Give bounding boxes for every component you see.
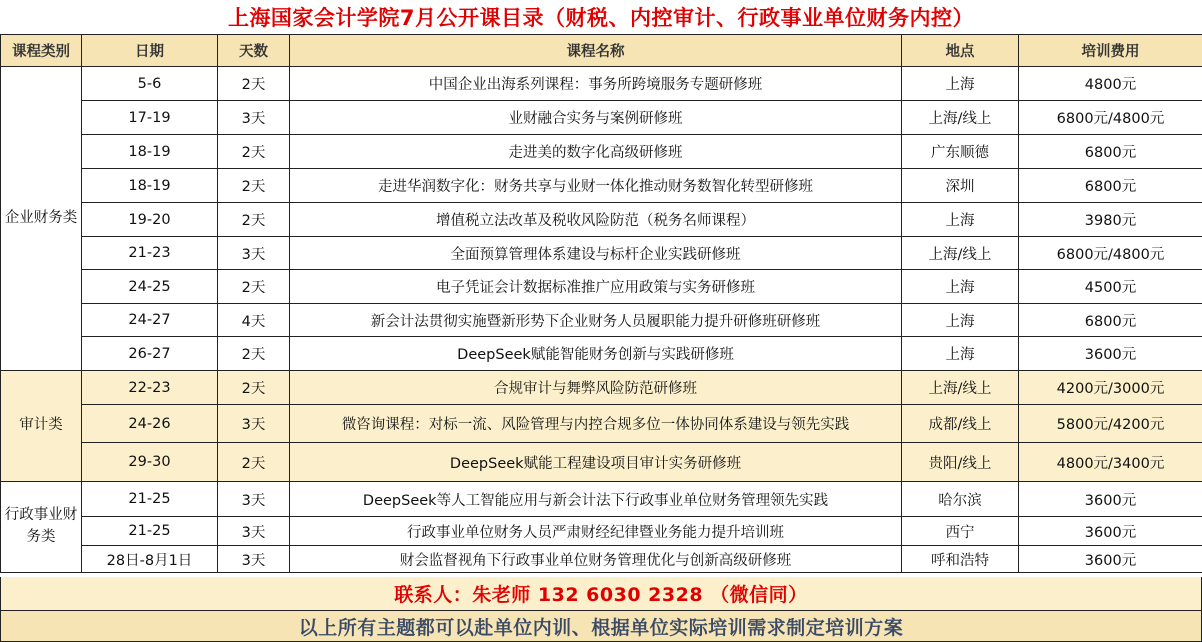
table-row [1, 405, 1202, 443]
cell-location: 成都/线上 [902, 405, 1019, 443]
cell-course: DeepSeek等人工智能应用与新会计法下行政事业单位财务管理领先实践 [290, 482, 902, 517]
cell-location: 上海/线上 [902, 237, 1019, 270]
cell-days: 2天 [218, 337, 290, 371]
cell-date: 21-25 [82, 482, 218, 517]
cell-course: 走进华润数字化：财务共享与业财一体化推动财务数智化转型研修班 [290, 169, 902, 203]
category-admin: 行政事业财务类 [1, 482, 82, 573]
cell-location: 上海/线上 [902, 101, 1019, 135]
table-row [1, 337, 1202, 371]
cell-course: 微咨询课程：对标一流、风险管理与内控合规多位一体协同体系建设与领先实践 [290, 405, 902, 443]
cell-course: 电子凭证会计数据标准推广应用政策与实务研修班 [290, 270, 902, 304]
cell-days: 3天 [218, 237, 290, 270]
cell-location: 哈尔滨 [902, 482, 1019, 517]
table-row [1, 546, 1202, 573]
cell-days: 4天 [218, 304, 290, 337]
cell-course: DeepSeek赋能工程建设项目审计实务研修班 [290, 443, 902, 482]
cell-location: 广东顺德 [902, 135, 1019, 169]
cell-fee: 6800元 [1019, 135, 1202, 169]
cell-date: 21-25 [82, 517, 218, 546]
cell-course: 行政事业单位财务人员严肃财经纪律暨业务能力提升培训班 [290, 517, 902, 546]
cell-fee: 6800元 [1019, 304, 1202, 337]
cell-days: 3天 [218, 101, 290, 135]
cell-date: 18-19 [82, 135, 218, 169]
cell-location: 上海 [902, 337, 1019, 371]
cell-location: 上海 [902, 67, 1019, 101]
cell-fee: 4800元/3400元 [1019, 443, 1202, 482]
header-date: 日期 [82, 35, 218, 67]
cell-fee: 3600元 [1019, 337, 1202, 371]
cell-course: DeepSeek赋能智能财务创新与实践研修班 [290, 337, 902, 371]
table-row [1, 169, 1202, 203]
cell-date: 5-6 [82, 67, 218, 101]
cell-days: 2天 [218, 371, 290, 405]
table-row [1, 270, 1202, 304]
cell-date: 24-27 [82, 304, 218, 337]
cell-course: 全面预算管理体系建设与标杆企业实践研修班 [290, 237, 902, 270]
cell-fee: 6800元 [1019, 169, 1202, 203]
cell-fee: 4500元 [1019, 270, 1202, 304]
cell-date: 17-19 [82, 101, 218, 135]
table-row [1, 135, 1202, 169]
category-audit: 审计类 [1, 371, 82, 482]
inhouse-training-note: 以上所有主题都可以赴单位内训、根据单位实际培训需求制定培训方案 [0, 611, 1202, 642]
page-title: 上海国家会计学院7月公开课目录（财税、内控审计、行政事业单位财务内控） [0, 0, 1202, 34]
cell-date: 28日-8月1日 [82, 546, 218, 573]
cell-fee: 3980元 [1019, 203, 1202, 237]
cell-location: 西宁 [902, 517, 1019, 546]
cell-date: 18-19 [82, 169, 218, 203]
cell-date: 21-23 [82, 237, 218, 270]
cell-days: 3天 [218, 546, 290, 573]
cell-course: 走进美的数字化高级研修班 [290, 135, 902, 169]
contact-line: 联系人：朱老师 132 6030 2328 （微信同） [0, 577, 1202, 611]
cell-fee: 3600元 [1019, 546, 1202, 573]
cell-fee: 3600元 [1019, 482, 1202, 517]
table-row [1, 237, 1202, 270]
cell-location: 上海 [902, 304, 1019, 337]
cell-location: 上海 [902, 270, 1019, 304]
cell-days: 2天 [218, 270, 290, 304]
header-category: 课程类别 [1, 35, 82, 67]
table-row [1, 67, 1202, 101]
table-row [1, 517, 1202, 546]
cell-date: 24-25 [82, 270, 218, 304]
cell-days: 3天 [218, 405, 290, 443]
cell-location: 呼和浩特 [902, 546, 1019, 573]
cell-days: 2天 [218, 135, 290, 169]
cell-date: 22-23 [82, 371, 218, 405]
cell-fee: 5800元/4200元 [1019, 405, 1202, 443]
cell-location: 贵阳/线上 [902, 443, 1019, 482]
cell-days: 2天 [218, 169, 290, 203]
course-table [0, 34, 1202, 573]
table-row [1, 443, 1202, 482]
cell-fee: 6800元/4800元 [1019, 237, 1202, 270]
cell-date: 26-27 [82, 337, 218, 371]
table-row [1, 371, 1202, 405]
header-fee: 培训费用 [1019, 35, 1202, 67]
table-row [1, 101, 1202, 135]
cell-course: 业财融合实务与案例研修班 [290, 101, 902, 135]
table-row [1, 304, 1202, 337]
cell-course: 新会计法贯彻实施暨新形势下企业财务人员履职能力提升研修班研修班 [290, 304, 902, 337]
cell-fee: 6800元/4800元 [1019, 101, 1202, 135]
cell-fee: 4200元/3000元 [1019, 371, 1202, 405]
table-row [1, 203, 1202, 237]
cell-location: 上海 [902, 203, 1019, 237]
cell-days: 3天 [218, 517, 290, 546]
cell-location: 上海/线上 [902, 371, 1019, 405]
header-days: 天数 [218, 35, 290, 67]
cell-course: 合规审计与舞弊风险防范研修班 [290, 371, 902, 405]
cell-course: 中国企业出海系列课程：事务所跨境服务专题研修班 [290, 67, 902, 101]
cell-fee: 3600元 [1019, 517, 1202, 546]
cell-fee: 4800元 [1019, 67, 1202, 101]
cell-date: 29-30 [82, 443, 218, 482]
table-row [1, 482, 1202, 517]
header-location: 地点 [902, 35, 1019, 67]
table-header-row [1, 35, 1202, 67]
cell-course: 增值税立法改革及税收风险防范（税务名师课程） [290, 203, 902, 237]
cell-course: 财会监督视角下行政事业单位财务管理优化与创新高级研修班 [290, 546, 902, 573]
cell-location: 深圳 [902, 169, 1019, 203]
cell-days: 2天 [218, 203, 290, 237]
cell-days: 3天 [218, 482, 290, 517]
cell-date: 24-26 [82, 405, 218, 443]
header-course: 课程名称 [290, 35, 902, 67]
category-finance: 企业财务类 [1, 67, 82, 371]
cell-days: 2天 [218, 67, 290, 101]
cell-date: 19-20 [82, 203, 218, 237]
cell-days: 2天 [218, 443, 290, 482]
